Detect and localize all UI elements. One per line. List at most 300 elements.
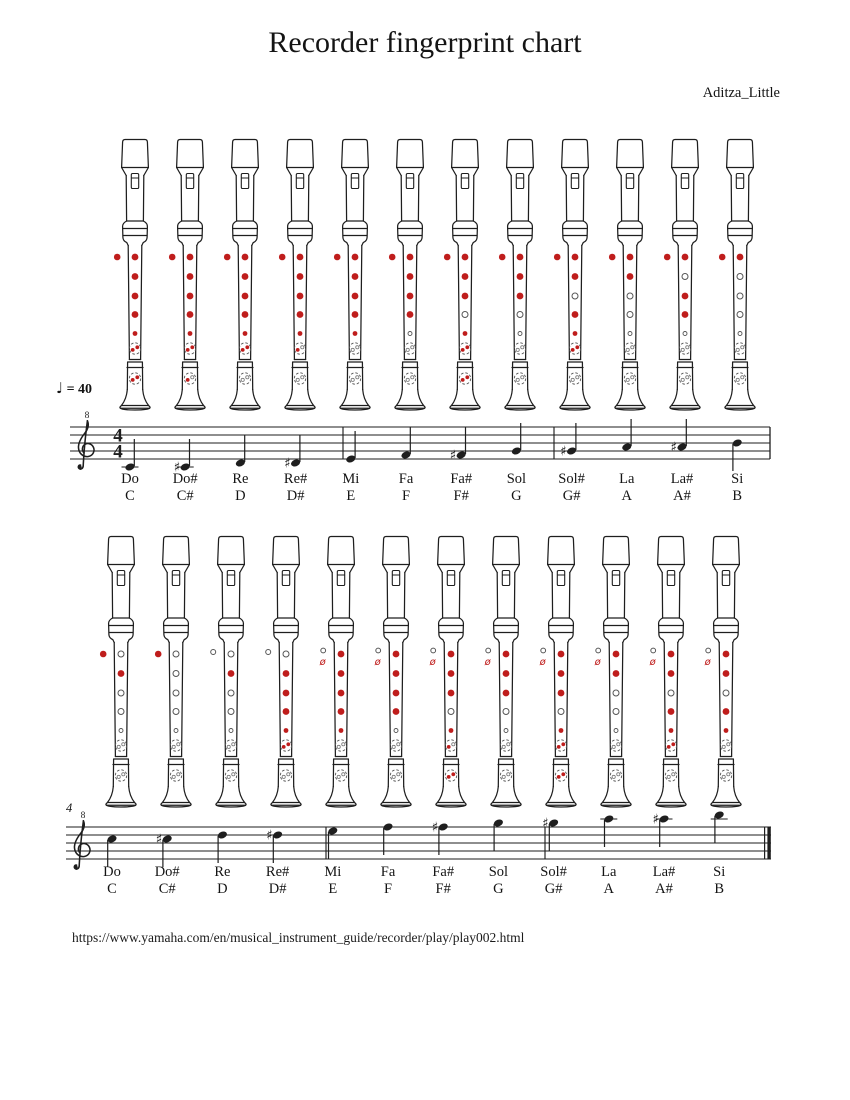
finger-hole-open	[558, 709, 564, 715]
note-A#4	[671, 419, 688, 456]
letter-label: D#	[286, 488, 305, 504]
letter-label: A#	[655, 881, 673, 897]
letter-label: F#	[435, 881, 451, 897]
finger-hole-open	[394, 729, 398, 733]
thumb-hole-open	[431, 648, 436, 653]
note-C#5	[156, 832, 173, 867]
note-label	[360, 864, 416, 898]
finger-hole-closed	[503, 651, 510, 658]
finger-hole-closed	[297, 311, 304, 318]
finger-hole-closed	[559, 728, 564, 733]
finger-hole-closed	[352, 293, 359, 300]
finger-hole-closed	[627, 273, 634, 280]
note-D#5	[266, 828, 283, 863]
finger-hole-open	[723, 690, 729, 696]
tempo-value: = 40	[66, 382, 93, 397]
thumb-hole-open	[596, 648, 601, 653]
note-F5	[382, 822, 393, 855]
letter-label: C	[107, 881, 117, 897]
finger-hole-closed	[627, 254, 634, 261]
thumb-hole-open	[266, 650, 271, 655]
finger-hole-open	[504, 729, 508, 733]
letter-label: A	[603, 881, 615, 897]
note-label	[488, 471, 544, 505]
time-signature-digit: 4	[113, 425, 123, 447]
recorder-B4	[719, 140, 755, 411]
half-thumb-symbol: ø	[704, 657, 711, 668]
window-labium	[241, 174, 248, 189]
half-thumb-symbol: ø	[649, 657, 656, 668]
double-hole-7	[280, 770, 291, 781]
letter-label: D	[235, 488, 246, 504]
note-label	[581, 864, 637, 898]
finger-hole-closed	[572, 311, 579, 318]
letter-label: F#	[453, 488, 469, 504]
double-hole-6	[720, 740, 731, 751]
solfege-label: Si	[713, 864, 726, 880]
window-labium	[612, 571, 619, 586]
window-labium	[722, 571, 729, 586]
solfege-label: Re	[232, 471, 249, 487]
sharp-accidental: ♯	[652, 811, 660, 828]
half-thumb-symbol: ø	[484, 657, 491, 668]
solfege-label: Do	[103, 864, 121, 880]
recorder-D4	[224, 140, 260, 411]
double-hole-6	[129, 343, 140, 354]
double-hole-7	[555, 770, 566, 781]
double-hole-6	[624, 343, 635, 354]
window-labium	[667, 571, 674, 586]
octave-8-mark: 8	[80, 811, 86, 821]
finger-hole-closed	[517, 254, 524, 261]
note-label	[84, 864, 140, 898]
finger-hole-closed	[338, 651, 345, 658]
letter-label: G#	[544, 881, 563, 897]
double-hole-6	[280, 740, 291, 751]
double-hole-6	[665, 740, 676, 751]
finger-hole-open	[174, 729, 178, 733]
window-labium	[406, 174, 413, 189]
note-label	[268, 471, 324, 505]
thumb-hole-closed	[444, 254, 451, 261]
letter-label: A#	[673, 488, 691, 504]
double-hole-7	[459, 373, 470, 384]
finger-hole-closed	[407, 273, 414, 280]
double-hole-7	[225, 770, 236, 781]
solfege-label: Sol	[488, 864, 509, 880]
recorder-F#4	[444, 140, 480, 411]
finger-hole-open	[614, 729, 618, 733]
half-thumb-symbol: ø	[374, 657, 381, 668]
double-hole-7	[115, 770, 126, 781]
note-label	[691, 864, 747, 898]
note-A5	[600, 814, 617, 847]
solfege-label: Re#	[265, 864, 290, 880]
thumb-hole-closed	[719, 254, 726, 261]
staff-row-1	[70, 411, 770, 476]
note-label	[470, 864, 526, 898]
solfege-label: Do#	[154, 864, 180, 880]
recorder-D#4	[279, 140, 315, 411]
finger-hole-open	[627, 293, 633, 299]
double-hole-6	[184, 343, 195, 354]
solfege-label: Fa#	[432, 864, 455, 880]
finger-hole-open	[228, 651, 234, 657]
finger-hole-open	[683, 332, 687, 336]
finger-hole-open	[408, 332, 412, 336]
recorder-D5	[211, 537, 246, 808]
note-C4	[122, 439, 139, 472]
solfege-label: Do#	[172, 471, 198, 487]
thumb-hole-open	[321, 648, 326, 653]
finger-hole-closed	[407, 254, 414, 261]
sharp-accidental: ♯	[449, 447, 457, 464]
finger-hole-closed	[283, 708, 290, 715]
finger-hole-closed	[668, 651, 675, 658]
letter-label: B	[732, 488, 743, 504]
tempo-marking	[56, 379, 92, 398]
finger-hole-closed	[463, 331, 468, 336]
thumb-hole-closed	[224, 254, 231, 261]
thumb-hole-open	[651, 648, 656, 653]
finger-hole-open	[118, 709, 124, 715]
double-hole-7	[514, 373, 525, 384]
window-labium	[461, 174, 468, 189]
window-labium	[227, 571, 234, 586]
double-hole-6	[225, 740, 236, 751]
double-hole-6	[514, 343, 525, 354]
finger-hole-closed	[352, 311, 359, 318]
note-label	[305, 864, 361, 898]
recorder-G#4	[554, 140, 590, 411]
finger-hole-open	[173, 709, 179, 715]
finger-hole-open	[627, 312, 633, 318]
finger-hole-closed	[283, 670, 290, 677]
sharp-accidental: ♯	[155, 831, 163, 848]
finger-hole-closed	[448, 651, 455, 658]
finger-hole-closed	[297, 273, 304, 280]
window-labium	[447, 571, 454, 586]
finger-hole-closed	[243, 331, 248, 336]
finger-hole-closed	[283, 690, 290, 697]
recorder-F4	[389, 140, 425, 411]
double-hole-7	[404, 373, 415, 384]
finger-hole-open	[173, 651, 179, 657]
note-label	[102, 471, 158, 505]
note-F#5	[432, 820, 449, 855]
finger-hole-closed	[517, 273, 524, 280]
finger-hole-closed	[242, 311, 249, 318]
finger-hole-closed	[393, 690, 400, 697]
window-labium	[337, 571, 344, 586]
solfege-label: Sol	[506, 471, 527, 487]
finger-hole-closed	[573, 331, 578, 336]
source-url: https://www.yamaha.com/en/musical_instrument_guide/recorder/play/play002.html	[72, 930, 525, 945]
thumb-hole-closed	[169, 254, 176, 261]
finger-hole-closed	[558, 670, 565, 677]
solfege-label: Re#	[283, 471, 308, 487]
window-labium	[626, 174, 633, 189]
finger-hole-closed	[449, 728, 454, 733]
double-hole-7	[445, 770, 456, 781]
finger-hole-closed	[187, 293, 194, 300]
finger-hole-open	[737, 293, 743, 299]
recorder-A#4	[664, 140, 700, 411]
double-hole-6	[445, 740, 456, 751]
recorder-E5	[319, 537, 356, 808]
recorder-F5	[374, 537, 411, 808]
window-labium	[117, 571, 124, 586]
finger-hole-open	[737, 274, 743, 280]
double-hole-7	[390, 770, 401, 781]
finger-hole-open	[118, 690, 124, 696]
finger-hole-open	[119, 729, 123, 733]
finger-hole-closed	[187, 311, 194, 318]
note-label	[654, 471, 710, 505]
note-label	[544, 471, 600, 505]
finger-hole-closed	[448, 670, 455, 677]
double-hole-7	[294, 373, 305, 384]
double-hole-7	[679, 373, 690, 384]
treble-clef-icon	[74, 811, 90, 869]
window-labium	[131, 174, 138, 189]
finger-hole-closed	[297, 293, 304, 300]
half-thumb-symbol: ø	[319, 657, 326, 668]
sharp-accidental: ♯	[670, 439, 678, 456]
finger-hole-closed	[298, 331, 303, 336]
thumb-hole-closed	[100, 651, 107, 658]
note-G#4	[560, 423, 577, 460]
finger-hole-closed	[668, 670, 675, 677]
thumb-hole-open	[541, 648, 546, 653]
note-G4	[511, 423, 522, 456]
double-hole-6	[734, 343, 745, 354]
recorder-C#5	[155, 537, 191, 808]
note-label	[415, 864, 471, 898]
recorder-E4	[334, 140, 370, 411]
thumb-hole-closed	[554, 254, 561, 261]
solfege-label: La#	[652, 864, 676, 880]
letter-label: D	[217, 881, 228, 897]
letter-label: C#	[158, 881, 176, 897]
recorder-C4	[114, 140, 150, 411]
finger-hole-closed	[118, 670, 125, 677]
letter-label: G#	[562, 488, 581, 504]
finger-hole-open	[228, 690, 234, 696]
double-hole-7	[335, 770, 346, 781]
finger-hole-open	[613, 690, 619, 696]
sharp-accidental: ♯	[560, 443, 567, 460]
sharp-accidental: ♯	[431, 819, 439, 836]
recorder-C#4	[169, 140, 205, 411]
finger-hole-open	[462, 312, 468, 318]
window-labium	[681, 174, 688, 189]
finger-hole-closed	[613, 670, 620, 677]
thumb-hole-closed	[389, 254, 396, 261]
half-thumb-symbol: ø	[429, 657, 436, 668]
double-hole-7	[129, 373, 140, 384]
note-label	[433, 471, 489, 505]
finger-hole-closed	[737, 254, 744, 261]
note-label	[599, 471, 655, 505]
window-labium	[516, 174, 523, 189]
recorder-F#5	[429, 537, 466, 808]
thumb-hole-closed	[334, 254, 341, 261]
sharp-accidental: ♯	[284, 455, 291, 472]
finger-hole-closed	[353, 331, 358, 336]
finger-hole-closed	[572, 273, 579, 280]
finger-hole-closed	[132, 293, 139, 300]
finger-hole-closed	[132, 311, 139, 318]
finger-hole-closed	[393, 651, 400, 658]
thumb-hole-closed	[279, 254, 286, 261]
window-labium	[736, 174, 743, 189]
window-labium	[392, 571, 399, 586]
thumb-hole-open	[211, 650, 216, 655]
recorder-G5	[484, 537, 521, 808]
staff-row-2	[66, 810, 771, 869]
thumb-hole-closed	[499, 254, 506, 261]
double-hole-6	[170, 740, 181, 751]
solfege-label: Si	[731, 471, 744, 487]
treble-clef-icon	[78, 411, 94, 469]
solfege-label: Sol#	[540, 864, 567, 880]
window-labium	[571, 174, 578, 189]
window-labium	[186, 174, 193, 189]
finger-hole-closed	[407, 293, 414, 300]
note-label	[526, 864, 582, 898]
recorder-A5	[594, 537, 631, 808]
finger-hole-closed	[669, 728, 674, 733]
half-thumb-symbol: ø	[539, 657, 546, 668]
finger-hole-closed	[517, 293, 524, 300]
double-hole-6	[239, 343, 250, 354]
double-hole-7	[239, 373, 250, 384]
finger-hole-closed	[462, 273, 469, 280]
letter-label: E	[346, 488, 356, 504]
note-label	[194, 864, 250, 898]
recorder-B5	[704, 537, 741, 808]
window-labium	[351, 174, 358, 189]
solfege-label: La	[601, 864, 617, 880]
note-label	[139, 864, 195, 898]
window-labium	[282, 571, 289, 586]
double-hole-6	[115, 740, 126, 751]
finger-hole-closed	[284, 728, 289, 733]
finger-hole-closed	[339, 728, 344, 733]
window-labium	[172, 571, 179, 586]
finger-hole-closed	[352, 273, 359, 280]
letter-label: E	[328, 881, 338, 897]
finger-hole-open	[628, 332, 632, 336]
double-hole-6	[459, 343, 470, 354]
finger-hole-closed	[187, 273, 194, 280]
finger-hole-open	[448, 709, 454, 715]
time-signature-digit: 4	[113, 441, 123, 463]
half-thumb-symbol: ø	[594, 657, 601, 668]
finger-hole-open	[118, 651, 124, 657]
note-B4	[732, 438, 743, 471]
page-title: Recorder fingerprint chart	[268, 26, 582, 59]
double-hole-7	[734, 373, 745, 384]
double-hole-6	[610, 740, 621, 751]
sharp-accidental: ♯	[542, 815, 549, 832]
window-labium	[502, 571, 509, 586]
finger-hole-closed	[393, 708, 400, 715]
author-credit: Aditza_Little	[702, 85, 780, 101]
letter-label: F	[383, 881, 393, 897]
finger-hole-closed	[448, 690, 455, 697]
note-D5	[217, 830, 228, 863]
finger-hole-closed	[682, 311, 689, 318]
note-D#4	[284, 435, 301, 472]
note-E4	[345, 431, 356, 464]
solfege-label: Do	[121, 471, 139, 487]
note-A#5	[653, 812, 673, 847]
finger-hole-closed	[723, 670, 730, 677]
finger-hole-open	[503, 709, 509, 715]
double-hole-6	[569, 343, 580, 354]
final-barline-thick	[767, 827, 770, 859]
double-hole-7	[624, 373, 635, 384]
double-hole-6	[555, 740, 566, 751]
finger-hole-closed	[724, 728, 729, 733]
finger-hole-closed	[132, 273, 139, 280]
finger-hole-closed	[682, 293, 689, 300]
window-labium	[557, 571, 564, 586]
thumb-hole-closed	[114, 254, 121, 261]
finger-hole-open	[517, 312, 523, 318]
finger-hole-closed	[462, 293, 469, 300]
solfege-label: Re	[214, 864, 231, 880]
double-hole-6	[404, 343, 415, 354]
note-label	[157, 471, 213, 505]
double-hole-6	[390, 740, 401, 751]
finger-hole-closed	[503, 670, 510, 677]
finger-hole-open	[738, 332, 742, 336]
double-hole-7	[349, 373, 360, 384]
sharp-accidental: ♯	[173, 459, 181, 476]
recorder-A#5	[649, 537, 686, 808]
thumb-hole-open	[706, 648, 711, 653]
double-hole-6	[679, 343, 690, 354]
finger-hole-closed	[132, 254, 139, 261]
recorder-A4	[609, 140, 645, 411]
finger-hole-closed	[338, 708, 345, 715]
finger-hole-closed	[297, 254, 304, 261]
finger-hole-closed	[242, 254, 249, 261]
finger-hole-closed	[407, 311, 414, 318]
note-label	[323, 471, 379, 505]
sharp-accidental: ♯	[266, 827, 273, 844]
solfege-label: Fa#	[450, 471, 473, 487]
letter-label: F	[401, 488, 411, 504]
finger-hole-closed	[187, 254, 194, 261]
solfege-label: La	[619, 471, 635, 487]
finger-hole-open	[228, 709, 234, 715]
finger-hole-open	[682, 274, 688, 280]
finger-hole-closed	[242, 273, 249, 280]
thumb-hole-open	[486, 648, 491, 653]
double-hole-6	[294, 343, 305, 354]
finger-hole-open	[737, 312, 743, 318]
letter-label: A	[621, 488, 633, 504]
finger-hole-closed	[558, 651, 565, 658]
double-hole-6	[335, 740, 346, 751]
note-label	[378, 471, 434, 505]
finger-hole-closed	[188, 331, 193, 336]
finger-hole-closed	[723, 708, 730, 715]
